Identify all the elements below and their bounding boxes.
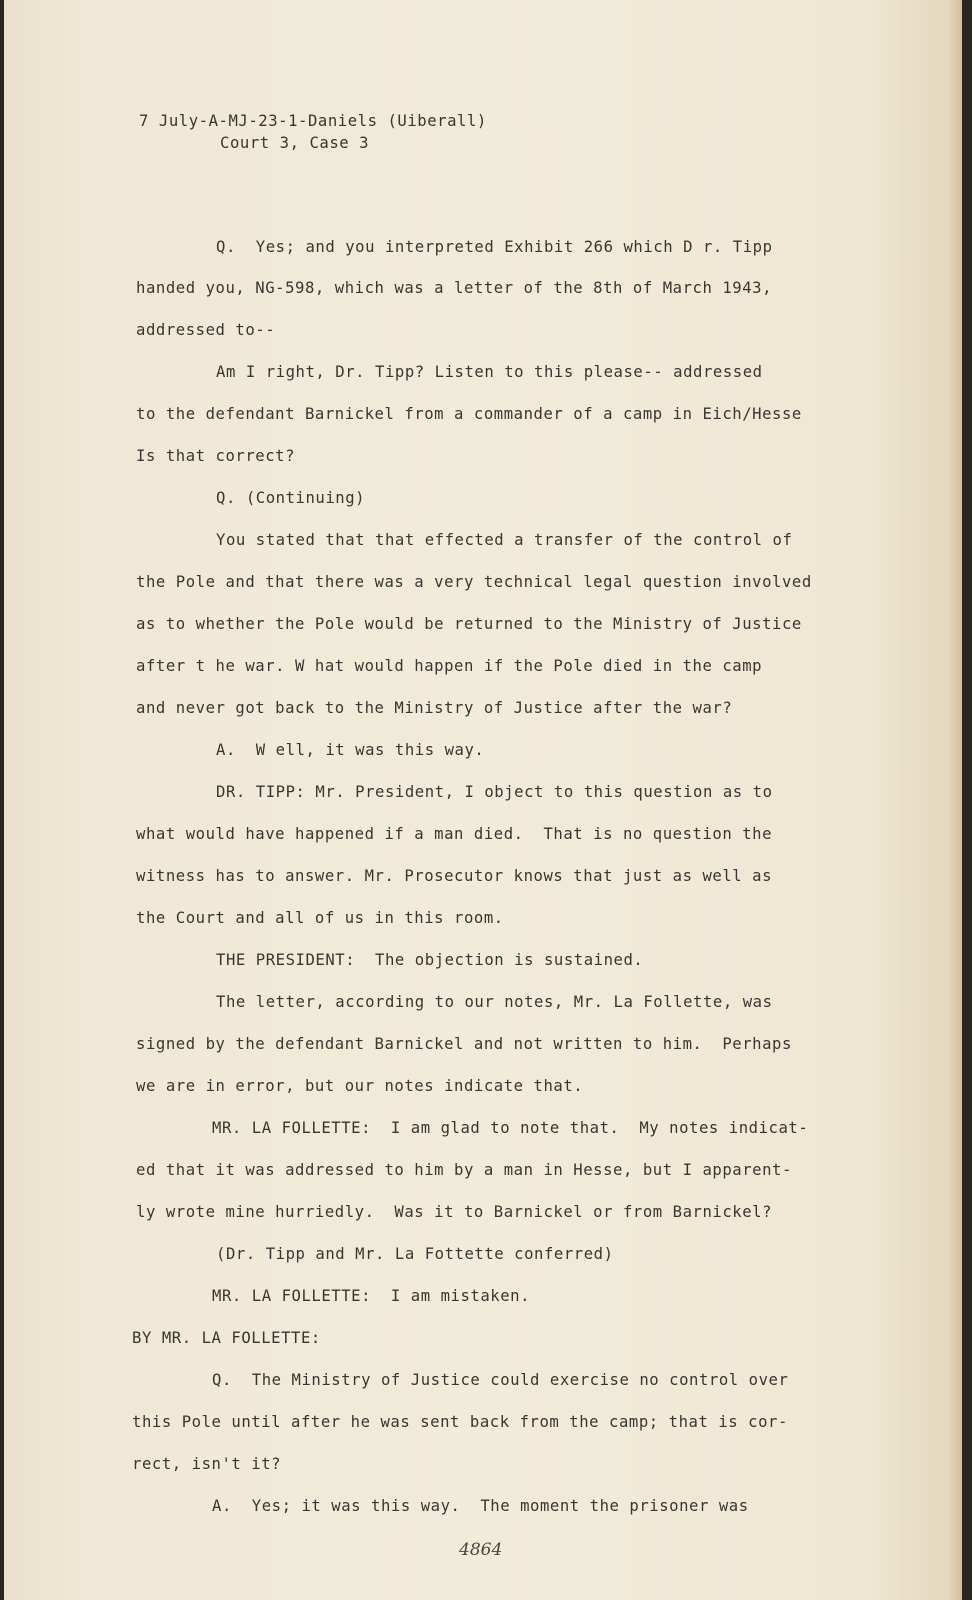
- body-line: Q. The Ministry of Justice could exercise no control over: [212, 1371, 789, 1389]
- body-line: (Dr. Tipp and Mr. La Fottette conferred): [216, 1245, 614, 1263]
- body-line: A. Yes; it was this way. The moment the prisoner was: [212, 1497, 749, 1515]
- body-line: the Pole and that there was a very technical legal question involved: [136, 573, 812, 591]
- body-line: A. W ell, it was this way.: [216, 741, 485, 759]
- body-line: You stated that that effected a transfer of the control of: [216, 531, 793, 549]
- body-line: MR. LA FOLLETTE: I am glad to note that. My notes indicat-: [212, 1119, 809, 1137]
- document-page: [4, 0, 962, 1600]
- body-line: Q. (Continuing): [216, 489, 366, 507]
- body-line: witness has to answer. Mr. Prosecutor knows that just as well as: [136, 867, 773, 885]
- body-line: after t he war. W hat would happen if the Pole died in the camp: [136, 657, 763, 675]
- body-line: to the defendant Barnickel from a commander of a camp in Eich/Hesse: [136, 405, 802, 423]
- body-line: rect, isn't it?: [132, 1455, 282, 1473]
- body-line: signed by the defendant Barnickel and not written to him. Perhaps: [136, 1035, 792, 1053]
- header-line-1: 7 July-A-MJ-23-1-Daniels (Uiberall): [139, 112, 487, 130]
- body-line: ed that it was addressed to him by a man in Hesse, but I apparent-: [136, 1161, 792, 1179]
- body-line: ly wrote mine hurriedly. Was it to Barnickel or from Barnickel?: [136, 1203, 773, 1221]
- body-line: and never got back to the Ministry of Justice after the war?: [136, 699, 733, 717]
- header-line-2: Court 3, Case 3: [220, 134, 370, 152]
- body-line: Is that correct?: [136, 447, 296, 465]
- body-line: addressed to--: [136, 321, 276, 339]
- body-line: BY MR. LA FOLLETTE:: [132, 1329, 321, 1347]
- body-line: as to whether the Pole would be returned to the Ministry of Justice: [136, 615, 802, 633]
- body-line: DR. TIPP: Mr. President, I object to this question as to: [216, 783, 773, 801]
- body-line: Q. Yes; and you interpreted Exhibit 266 which D r. Tipp: [216, 238, 773, 256]
- body-line: MR. LA FOLLETTE: I am mistaken.: [212, 1287, 531, 1305]
- body-line: we are in error, but our notes indicate that.: [136, 1077, 584, 1095]
- page-number: 4864: [459, 1540, 503, 1560]
- body-line: THE PRESIDENT: The objection is sustained.: [216, 951, 644, 969]
- body-line: The letter, according to our notes, Mr. La Follette, was: [216, 993, 773, 1011]
- body-line: this Pole until after he was sent back from the camp; that is cor-: [132, 1413, 788, 1431]
- body-line: handed you, NG-598, which was a letter of the 8th of March 1943,: [136, 279, 773, 297]
- body-line: the Court and all of us in this room.: [136, 909, 504, 927]
- body-line: what would have happened if a man died. That is no question the: [136, 825, 773, 843]
- body-line: Am I right, Dr. Tipp? Listen to this please-- addressed: [216, 363, 763, 381]
